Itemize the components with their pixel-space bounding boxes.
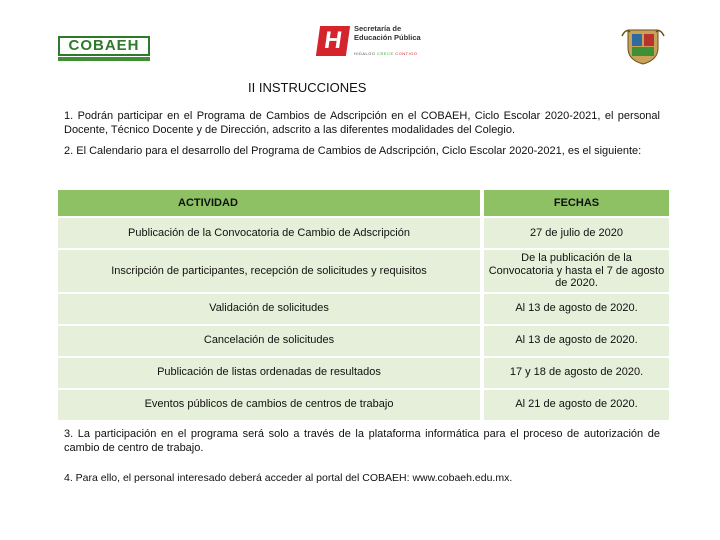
table-row	[58, 218, 669, 248]
header-dates: FECHAS	[484, 190, 669, 216]
table-row	[58, 250, 669, 292]
table-header-row	[58, 190, 669, 216]
tagline-c: CONTIGO	[395, 51, 418, 56]
table-row	[58, 390, 669, 420]
table-row	[58, 358, 669, 388]
sep-logo-line1: Secretaría de	[354, 24, 402, 33]
activity-cell: Cancelación de solicitudes	[58, 326, 484, 356]
sep-hidalgo-logo	[318, 24, 438, 58]
activity-cell: Publicación de listas ordenadas de resultados	[58, 358, 484, 388]
header-activity: ACTIVIDAD	[58, 190, 484, 216]
table-row	[58, 294, 669, 324]
dates-cell: Al 13 de agosto de 2020.	[484, 294, 669, 324]
section-title: II INSTRUCCIONES	[248, 80, 367, 95]
tagline-a: HIDALGO	[354, 51, 376, 56]
dates-cell: 27 de julio de 2020	[484, 218, 669, 248]
cobaeh-logo-bar	[58, 57, 150, 61]
instruction-1: 1. Podrán participar en el Programa de Cambios de Adscripción en el COBAEH, Ciclo Escolar 2020-2021, el personal Docente, Técnico Docente y de Dirección, adscrito a las diferentes modalidades del Colegio.	[64, 110, 660, 136]
activity-cell: Eventos públicos de cambios de centros de trabajo	[58, 390, 484, 420]
instruction-2: 2. El Calendario para el desarrollo del Programa de Cambios de Adscripción, Ciclo Escolar 2020-2021, es el siguiente:	[64, 145, 642, 157]
sep-logo-line2: Educación Pública	[354, 33, 421, 42]
activity-cell: Publicación de la Convocatoria de Cambio de Adscripción	[58, 218, 484, 248]
instruction-3: 3. La participación en el programa será solo a través de la plataforma informática para el proceso de autorización de cambio de centro de trabajo.	[64, 428, 660, 454]
table-row	[58, 326, 669, 356]
sep-logo-tagline	[354, 51, 417, 56]
activity-cell: Validación de solicitudes	[58, 294, 484, 324]
tagline-b: CRECE	[377, 51, 394, 56]
activity-cell: Inscripción de participantes, recepción de solicitudes y requisitos	[58, 250, 484, 292]
dates-cell: Al 13 de agosto de 2020.	[484, 326, 669, 356]
dates-cell: Al 21 de agosto de 2020.	[484, 390, 669, 420]
cobaeh-logo-text: COBAEH	[58, 36, 150, 56]
dates-cell: 17 y 18 de agosto de 2020.	[484, 358, 669, 388]
dates-cell: De la publicación de la Convocatoria y hasta el 7 de agosto de 2020.	[484, 250, 669, 292]
cobaeh-logo	[58, 36, 150, 62]
sep-logo-text	[354, 24, 421, 42]
schedule-table	[58, 188, 669, 422]
coat-of-arms-icon	[620, 26, 666, 66]
instruction-4: 4. Para ello, el personal interesado deberá acceder al portal del COBAEH: www.cobaeh.edu.mx.	[64, 472, 513, 484]
sep-logo-mark: H	[316, 26, 350, 56]
